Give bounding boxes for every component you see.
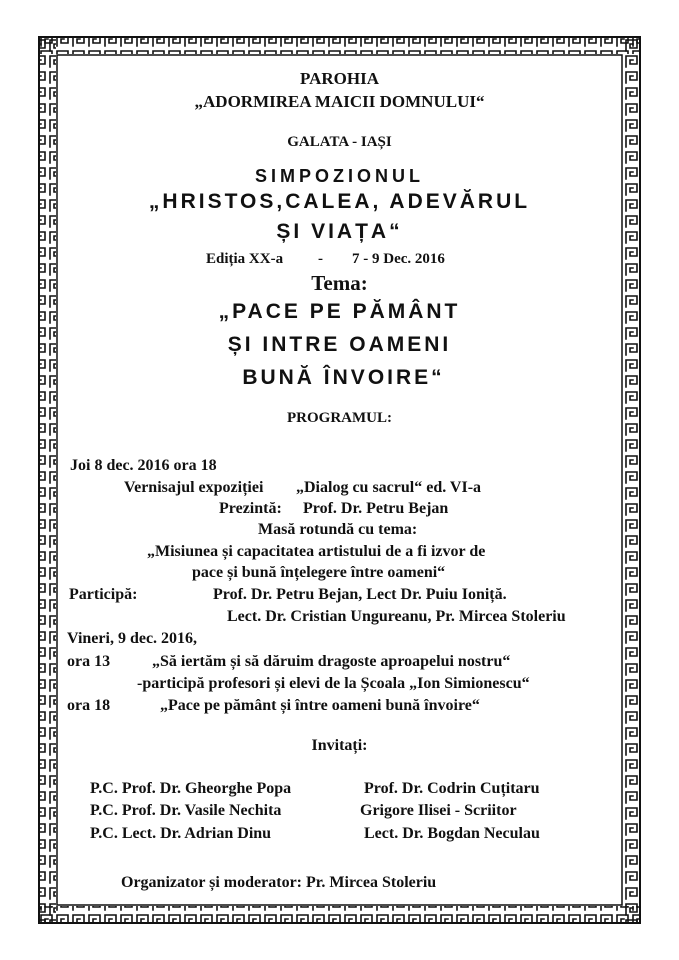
participants-line1: Prof. Dr. Petru Bejan, Lect Dr. Puiu Ioniță. [213, 586, 507, 603]
symposium-label: SIMPOZIONUL [255, 166, 424, 186]
friday-time2: ora 18 [67, 697, 111, 714]
participants-label: Participă: [69, 586, 138, 603]
vernisaj-title: „Dialog cu sacrul“ ed. VI-a [296, 479, 482, 496]
friday-date: Vineri, 9 dec. 2016, [67, 630, 198, 647]
guests-heading: Invitați: [311, 737, 368, 754]
presents-name: Prof. Dr. Petru Bejan [303, 500, 449, 517]
theme-line2: ȘI INTRE OAMENI [227, 333, 452, 356]
symposium-title-line2: ȘI VIAȚA“ [276, 220, 403, 243]
parish-label: PAROHIA [299, 69, 379, 88]
guest-left-2: P.C. Prof. Dr. Vasile Nechita [90, 802, 282, 819]
theme-line3: BUNĂ ÎNVOIRE“ [242, 366, 445, 389]
guest-right-2: Grigore Ilisei - Scriitor [360, 802, 517, 819]
vernisaj-label: Vernisajul expoziției [124, 479, 264, 496]
participants-line2: Lect. Dr. Cristian Ungureanu, Pr. Mircea Stoleriu [227, 608, 566, 625]
guest-left-3: P.C. Lect. Dr. Adrian Dinu [90, 825, 272, 842]
friday-event1: „Să iertăm și să dăruim dragoste aproapelui nostru“ [152, 653, 511, 670]
dates: 7 - 9 Dec. 2016 [352, 251, 445, 267]
roundtable-label: Masă rotundă cu tema: [258, 521, 418, 538]
edition-dash: - [318, 251, 323, 267]
guest-left-1: P.C. Prof. Dr. Gheorghe Popa [90, 780, 292, 797]
organizer: Organizator și moderator: Pr. Mircea Stoleriu [121, 874, 437, 891]
program-heading: PROGRAMUL: [287, 410, 392, 426]
symposium-title-line1: „HRISTOS,CALEA, ADEVĂRUL [148, 190, 531, 213]
topic-line1: „Misiunea și capacitatea artistului de a fi izvor de [147, 543, 486, 560]
topic-line2: pace și bună înțelegere între oameni“ [192, 564, 446, 581]
presents-label: Prezintă: [219, 500, 282, 517]
location: GALATA - IAȘI [287, 134, 392, 150]
guest-right-1: Prof. Dr. Codrin Cuțitaru [364, 780, 540, 797]
friday-event1-sub: -participă profesori și elevi de la Școala „Ion Simionescu“ [137, 675, 530, 692]
friday-time1: ora 13 [67, 653, 111, 670]
edition: Ediția XX-a [206, 251, 284, 267]
friday-event2: „Pace pe pământ și între oameni bună învoire“ [160, 697, 480, 714]
theme-label: Tema: [311, 271, 368, 295]
church-name: „ADORMIREA MAICII DOMNULUI“ [194, 92, 485, 111]
thursday-date: Joi 8 dec. 2016 ora 18 [70, 457, 217, 474]
guest-right-3: Lect. Dr. Bogdan Neculau [364, 825, 540, 842]
theme-line1: „PACE PE PĂMÂNT [218, 300, 461, 323]
